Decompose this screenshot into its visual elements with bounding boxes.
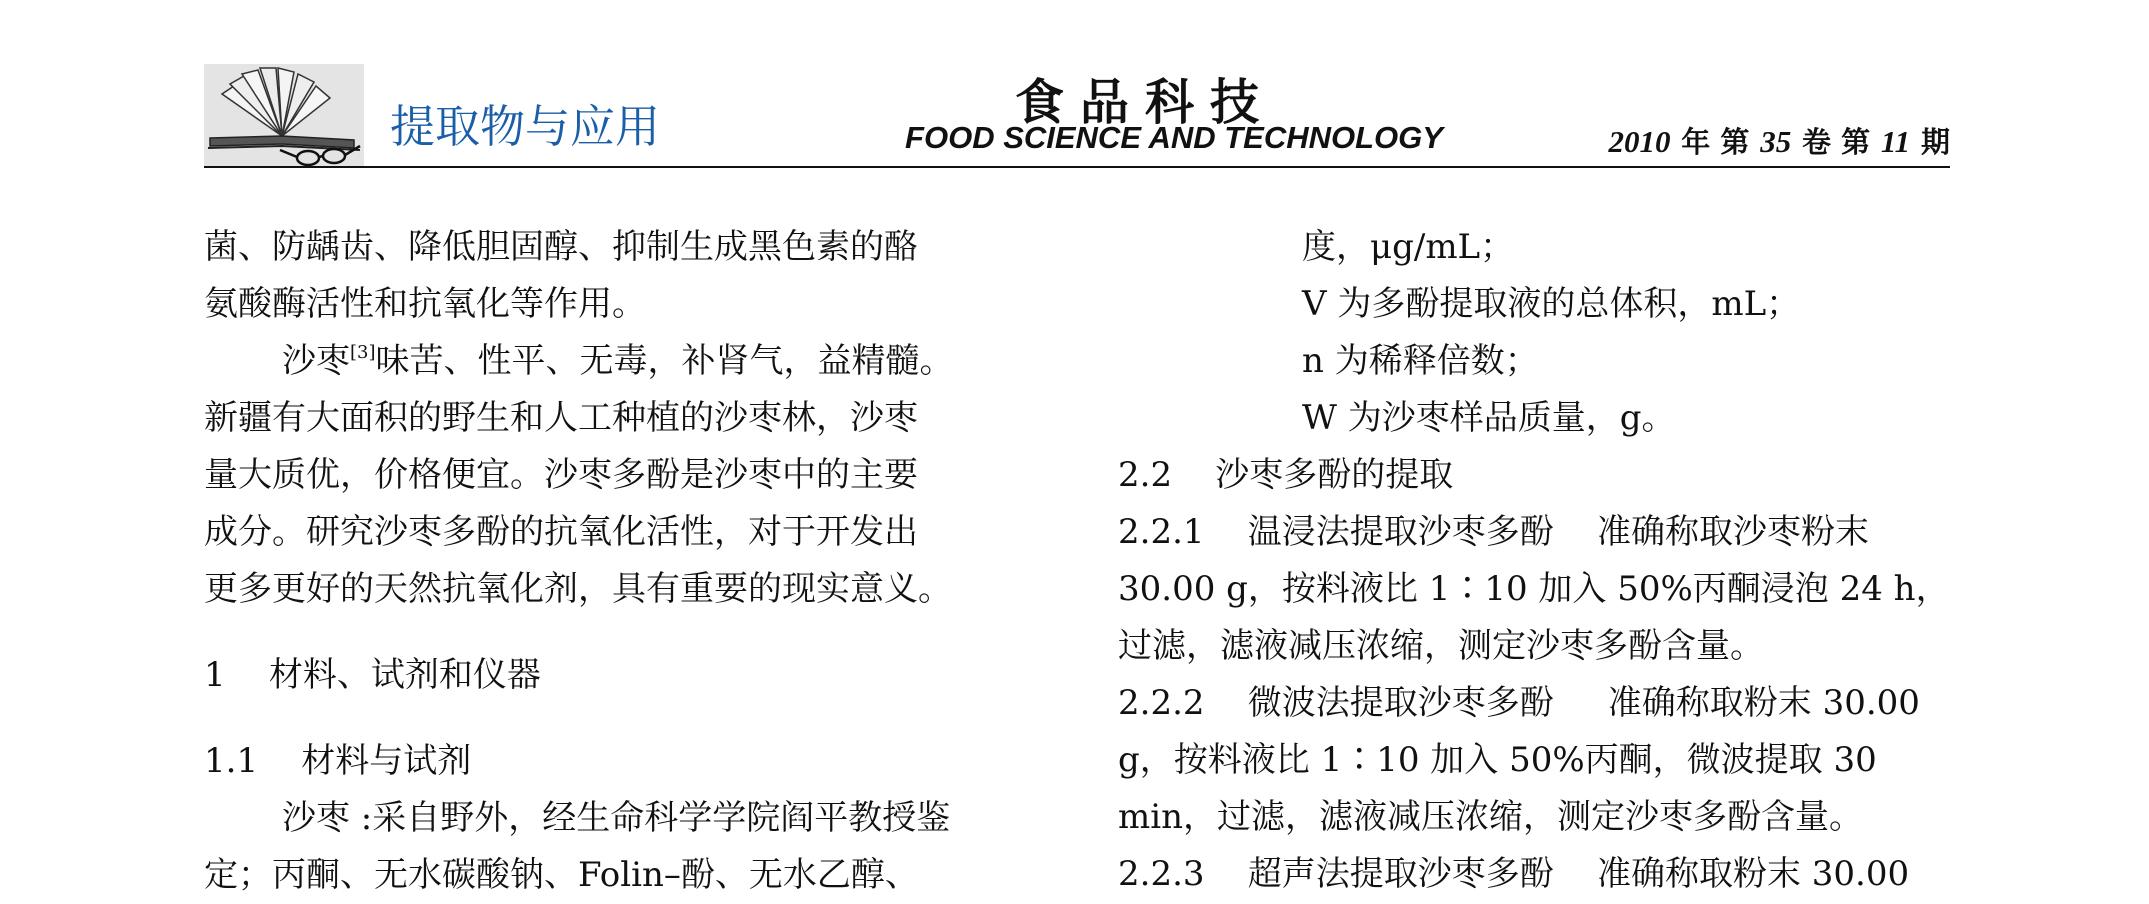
left-column [204,219,1038,904]
variable-definition: 度，μg/mL； [1302,227,1515,267]
text-line: 菌、防龋齿、降低胆固醇、抑制生成黑色素的酪 [204,227,918,267]
issue-volume-unit: 卷 第 [1801,125,1871,159]
journal-title-english: FOOD SCIENCE AND TECHNOLOGY [905,120,1443,155]
text-line: 更多更好的天然抗氧化剂，具有重要的现实意义。 [204,569,952,609]
issue-number-unit: 期 [1920,125,1950,159]
text-line: 定；丙酮、无水碳酸钠、Folin–酚、无水乙醇、 [204,855,919,895]
text-line: 30.00 g，按料液比 1∶10 加入 50%丙酮浸泡 24 h， [1118,569,1950,609]
issue-year: 2010 [1608,124,1671,159]
text-fragment: 味苦、性平、无毒，补肾气，益精髓。 [375,341,954,381]
subsubsection-heading: 2.2.3 超声法提取沙枣多酚 准确称取粉末 30.00 [1118,854,1910,894]
variable-definition: n 为稀释倍数； [1302,341,1539,381]
issue-info [1608,120,1950,161]
text-line: 氨酸酶活性和抗氧化等作用。 [204,284,646,324]
journal-header [204,54,1950,174]
text-line: 量大质优，价格便宜。沙枣多酚是沙枣中的主要 [204,455,918,495]
issue-number: 11 [1880,124,1911,159]
text-line: min，过滤，滤液减压浓缩，测定沙枣多酚含量。 [1118,797,1864,837]
open-book-with-glasses-icon [204,64,364,168]
subsubsection-heading: 2.2.1 温浸法提取沙枣多酚 准确称取沙枣粉末 [1118,512,1869,552]
citation-reference: [3] [350,342,376,363]
text-fragment: 沙枣 [282,341,350,381]
issue-volume: 35 [1760,124,1792,159]
variable-definition: V 为多酚提取液的总体积，mL； [1302,284,1801,324]
text-line: g，按料液比 1∶10 加入 50%丙酮，微波提取 30 [1118,740,1877,780]
subsection-heading: 2.2 沙枣多酚的提取 [1118,455,1454,495]
text-line: 过滤，滤液减压浓缩，测定沙枣多酚含量。 [1118,626,1764,666]
section-category-title: 提取物与应用 [390,100,661,153]
text-line: 新疆有大面积的野生和人工种植的沙枣林，沙枣 [204,398,918,438]
subsubsection-heading: 2.2.2 微波法提取沙枣多酚 准确称取粉末 30.00 [1118,683,1920,723]
issue-year-unit: 年 第 [1681,125,1750,159]
header-divider [204,166,1950,168]
section-heading: 1 材料、试剂和仪器 [204,655,541,695]
text-line: 成分。研究沙枣多酚的抗氧化活性，对于开发出 [204,512,918,552]
variable-definition: W 为沙枣样品质量，g。 [1302,398,1676,438]
paragraph-first-line: 沙枣 :采自野外，经生命科学学院阎平教授鉴 [282,798,951,838]
paragraph-first-line [204,333,1038,390]
journal-title-chinese: 食品科技 [1014,74,1275,131]
right-column [1118,219,1950,903]
subsection-heading: 1.1 材料与试剂 [204,741,472,781]
